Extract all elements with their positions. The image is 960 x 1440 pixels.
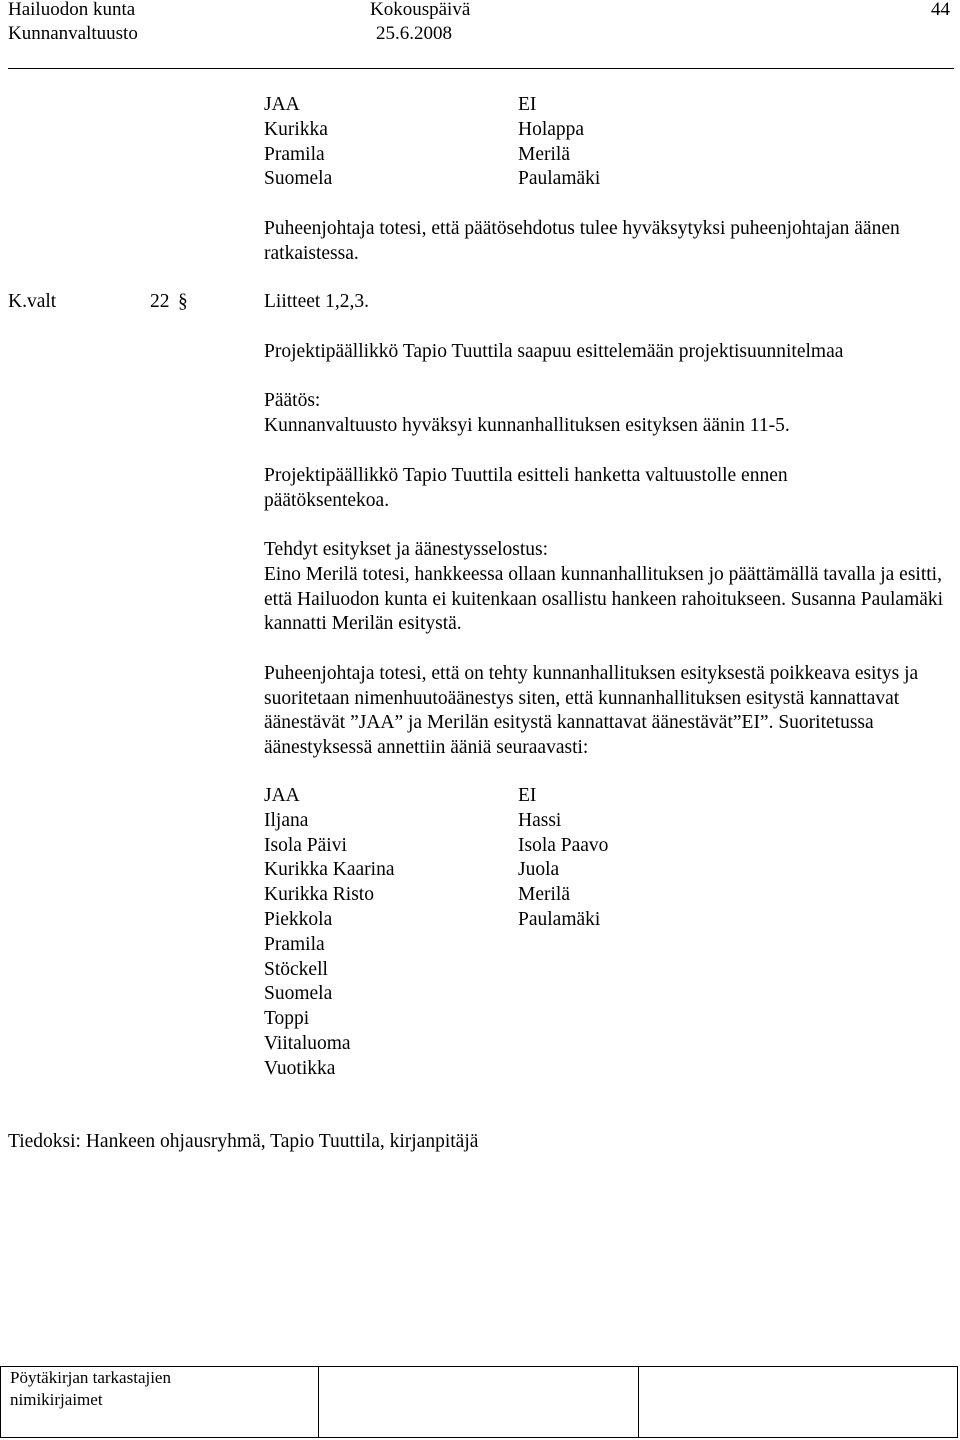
vote2-yes-name: Suomela (264, 983, 333, 1005)
vote2-yes-name: Iljana (264, 809, 309, 831)
vote2-no-name: Hassi (518, 809, 562, 831)
vote2-yes-column (264, 784, 394, 1082)
attachments: Liitteet 1,2,3. (264, 291, 370, 312)
signature-label-line2: nimikirjaimet (10, 1390, 103, 1409)
vote2-no-name: Merilä (518, 884, 570, 906)
vote2-yes-name: Piekkola (264, 908, 333, 930)
vote2-yes-name: Viitaluoma (264, 1032, 351, 1054)
vote1-yes-heading: JAA (264, 94, 300, 115)
vote1-yes-name: Suomela (264, 168, 333, 190)
vote2-no-name: Juola (518, 859, 560, 881)
section-number: 22 (150, 291, 170, 312)
vote1-yes-name: Pramila (264, 143, 325, 165)
signature-label-line1: Pöytäkirjan tarkastajien (10, 1368, 171, 1387)
vote2-no-name: Isola Paavo (518, 834, 609, 856)
vote2-no-column (518, 784, 608, 933)
section-symbol: § (178, 291, 188, 312)
vote1-no-name: Holappa (518, 118, 585, 140)
signature-label-cell (0, 1366, 319, 1438)
proposals-text: Eino Merilä totesi, hankkeessa ollaan kunnanhallituksen jo päättämällä tavalla ja esitti, että Hailuodon kunta ei kuitenkaan osallistu hankeen rahoitukseen. Susanna Paulamäki kannatti Merilän esitystä. (264, 564, 944, 635)
vote1-no-name: Paulamäki (518, 168, 601, 190)
council-name: Kunnanvaltuusto (8, 23, 138, 44)
intro-text: Projektipäällikkö Tapio Tuuttila saapuu esittelemään projektisuunnitelmaa (264, 341, 844, 362)
for-information: Tiedoksi: Hankeen ohjausryhmä, Tapio Tuuttila, kirjanpitäjä (8, 1131, 479, 1152)
vote1-yes-column (264, 93, 332, 192)
vote2-yes-name: Toppi (264, 1008, 310, 1030)
header-divider (8, 68, 954, 69)
municipality-name: Hailuodon kunta (8, 0, 136, 20)
vote2-yes-name: Kurikka Kaarina (264, 859, 395, 881)
proposals-label: Tehdyt esitykset ja äänestysselostus: (264, 539, 549, 560)
vote2-yes-name: Kurikka Risto (264, 884, 374, 906)
vote2-yes-name: Pramila (264, 933, 325, 955)
chair-note-1: Puheenjohtaja totesi, että päätösehdotus tulee hyväksytyksi puheenjohtajan äänen ratkaistessa. (264, 218, 900, 264)
vote2-no-name: Paulamäki (518, 908, 601, 930)
section-label: K.valt (8, 291, 57, 312)
decision-label: Päätös: (264, 390, 321, 411)
meeting-date: 25.6.2008 (376, 23, 452, 44)
meeting-date-label: Kokouspäivä (370, 0, 471, 20)
presentation-text: Projektipäällikkö Tapio Tuuttila esitteli hanketta valtuustolle ennen päätöksentekoa. (264, 465, 788, 511)
decision-text: Kunnanvaltuusto hyväksyi kunnanhallituksen esityksen äänin 11-5. (264, 415, 790, 436)
signature-cell[interactable] (638, 1366, 958, 1438)
signature-cell[interactable] (318, 1366, 639, 1438)
vote2-yes-heading: JAA (264, 785, 300, 806)
vote1-no-heading: EI (518, 94, 537, 115)
chair-note-2: Puheenjohtaja totesi, että on tehty kunnanhallituksen esityksestä poikkeava esitys ja suoritetaan nimenhuutoäänestys siten, että kunnanhallituksen esitystä kannattavat äänestävät ”JAA” ja Merilän esitystä kannattavat äänestävät”EI”. Suoritetussa äänestyksessä annettiin ääniä seuraavasti: (264, 663, 919, 758)
vote1-no-column (518, 93, 600, 192)
vote2-yes-name: Isola Päivi (264, 834, 347, 856)
page-number: 44 (931, 0, 950, 20)
vote2-yes-name: Vuotikka (264, 1057, 336, 1079)
vote1-no-name: Merilä (518, 143, 570, 165)
vote2-no-heading: EI (518, 785, 537, 806)
vote1-yes-name: Kurikka (264, 118, 328, 140)
vote2-yes-name: Stöckell (264, 958, 328, 980)
signature-box (0, 1366, 958, 1438)
